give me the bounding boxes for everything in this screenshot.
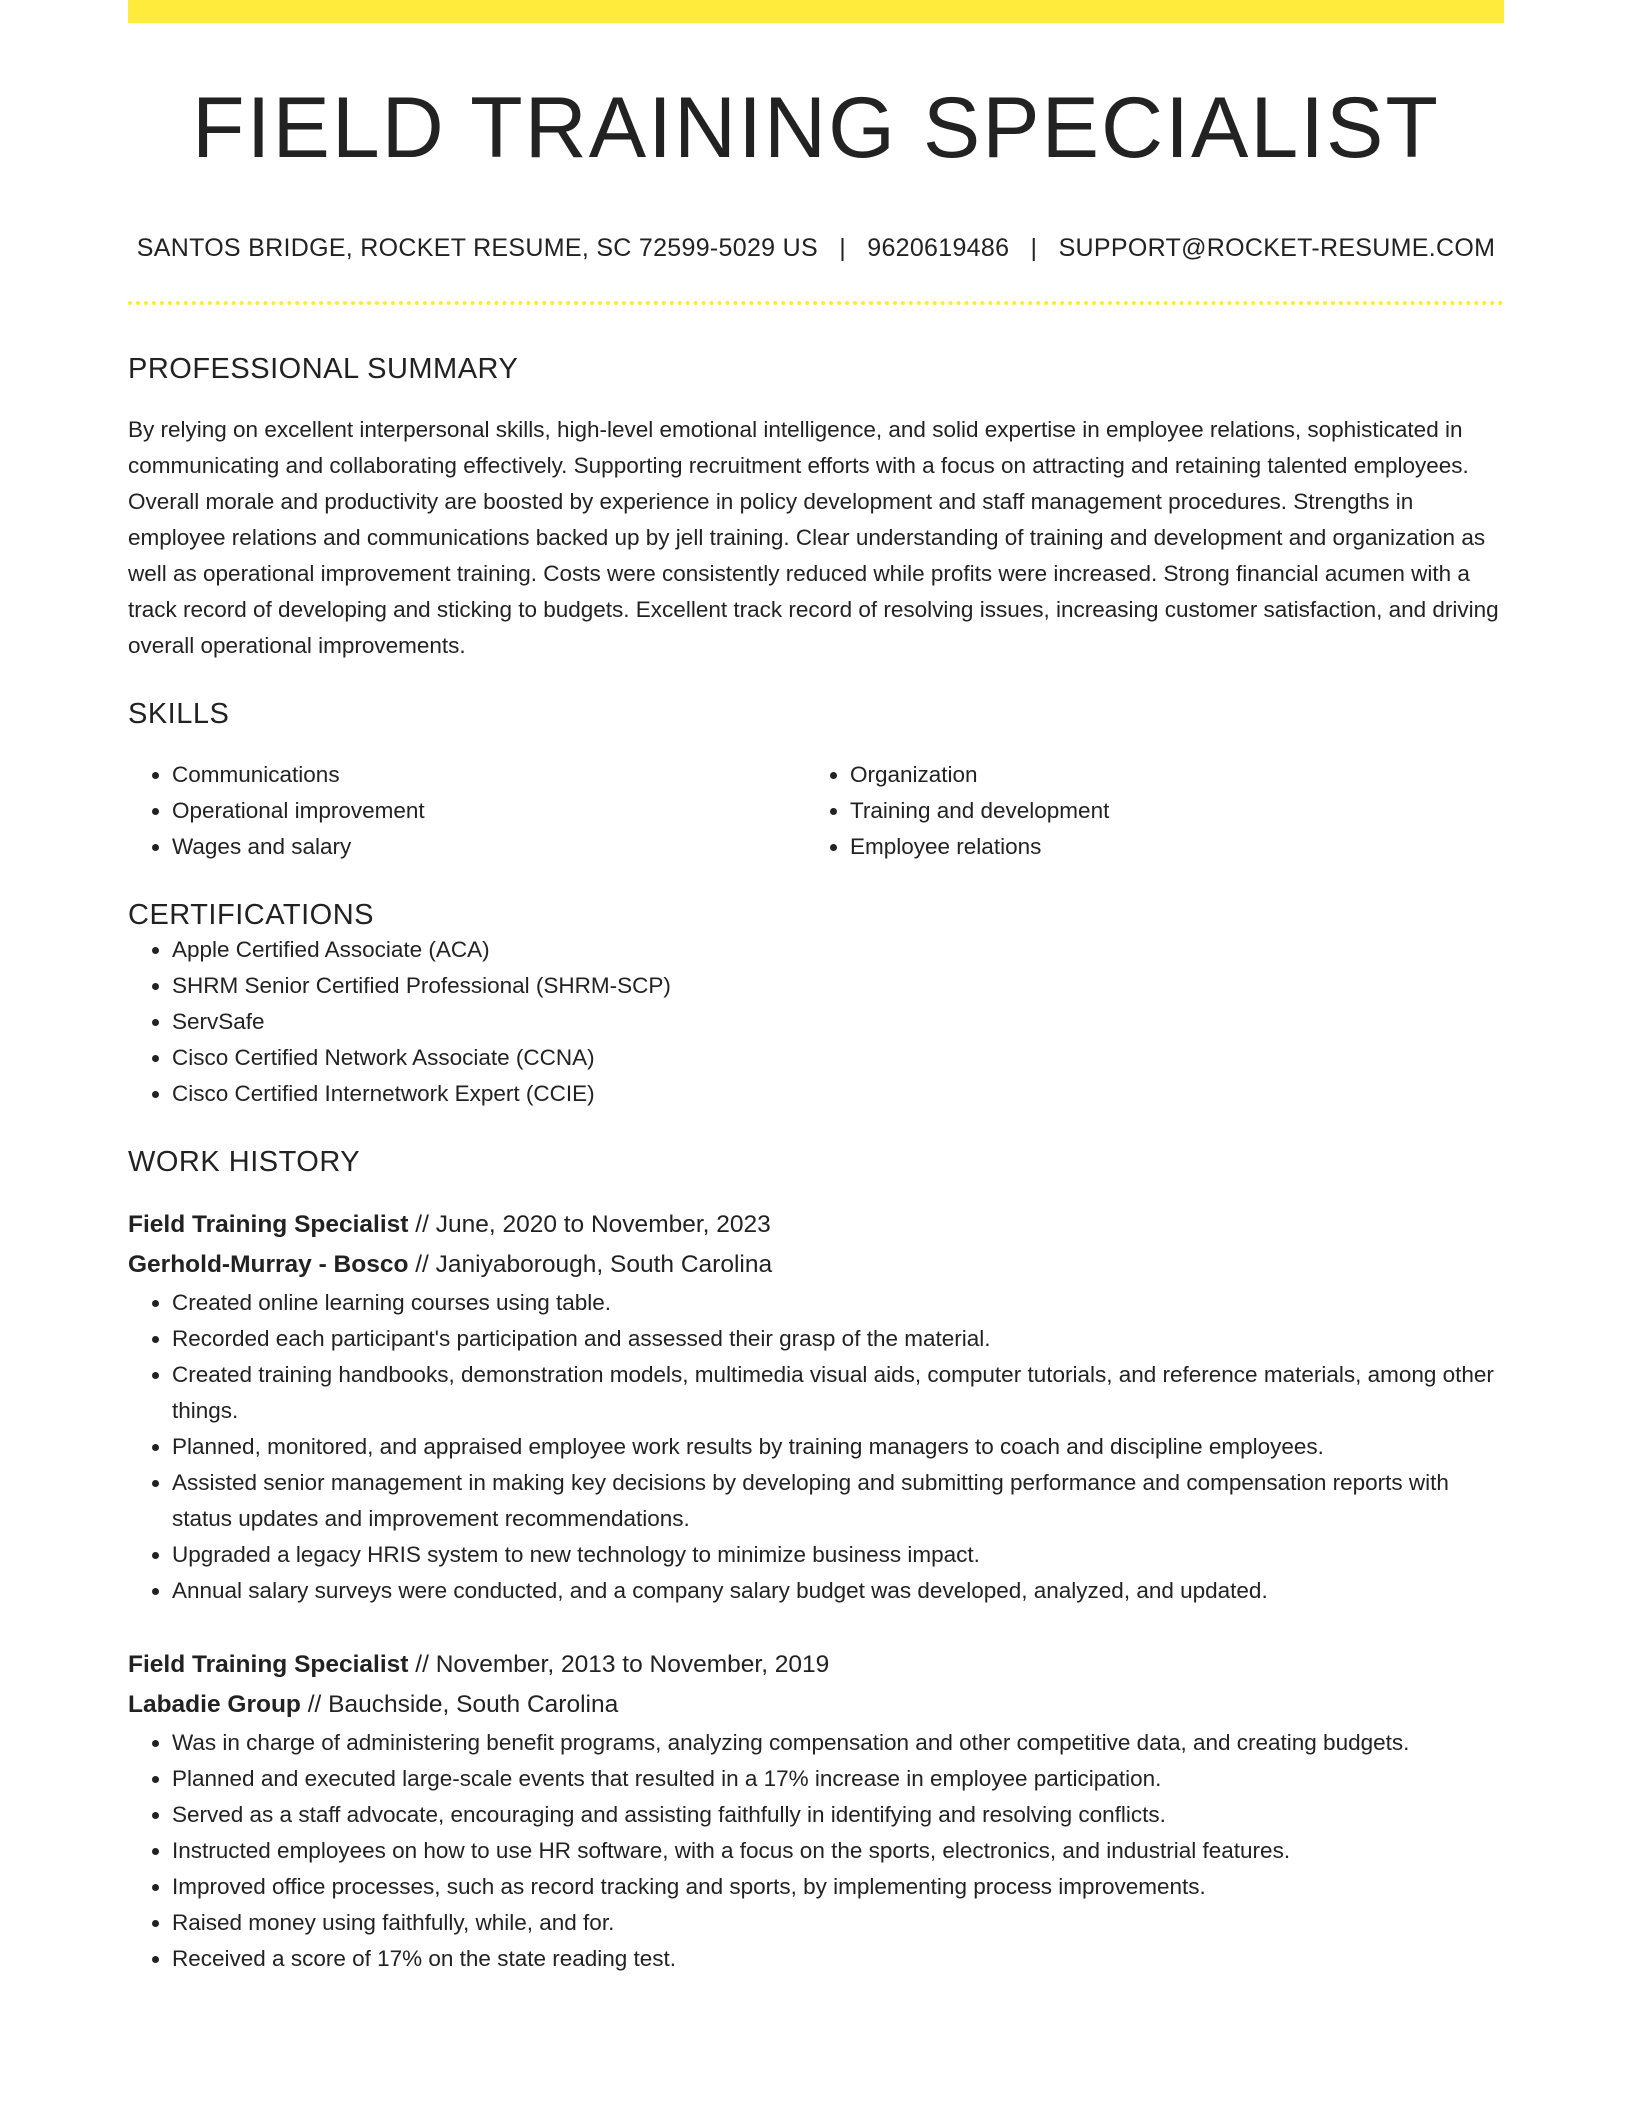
job-company: Gerhold-Murray - Bosco [128, 1250, 409, 1278]
job-duty: • Raised money using faithfully, while, and for. [172, 1905, 1504, 1941]
job-duty: • Served as a staff advocate, encouraging and assisting faithfully in identifying and resolving conflicts. [172, 1797, 1504, 1833]
job-location-separator: // [408, 1250, 436, 1278]
contact-separator: | [839, 233, 846, 262]
job-company-line [128, 1685, 1504, 1725]
contact-line [128, 234, 1504, 263]
certifications-heading: CERTIFICATIONS [128, 898, 374, 931]
work-history-heading: WORK HISTORY [128, 1145, 361, 1178]
certification-item: • Apple Certified Associate (ACA) [172, 932, 1504, 968]
skill-item: • Operational improvement [172, 793, 806, 829]
job-role: Field Training Specialist [128, 1210, 409, 1238]
job-duty: • Received a score of 17% on the state reading test. [172, 1941, 1504, 1977]
job-duty: • Instructed employees on how to use HR software, with a focus on the sports, electronics, and industrial features. [172, 1833, 1504, 1869]
job-duty: • Was in charge of administering benefit programs, analyzing compensation and other competitive data, and creating budgets. [172, 1725, 1504, 1761]
skills-heading: SKILLS [128, 697, 230, 730]
contact-separator: | [1030, 233, 1038, 262]
skill-item: • Training and development [850, 793, 1484, 829]
job-duty: • Annual salary surveys were conducted, and a company salary budget was developed, analyzed, and updated. [172, 1573, 1504, 1609]
job-duties-list [128, 1725, 1504, 1977]
contact-email[interactable]: SUPPORT@ROCKET-RESUME.COM [1058, 233, 1496, 262]
summary-heading: PROFESSIONAL SUMMARY [128, 352, 519, 385]
skills-grid [128, 757, 1504, 865]
job-duty: • Created training handbooks, demonstration models, multimedia visual aids, computer tutorials, and reference materials, among other things. [172, 1357, 1504, 1429]
job-date-separator: // [408, 1210, 436, 1238]
accent-bar [128, 0, 1504, 23]
job-role: Field Training Specialist [128, 1650, 409, 1678]
certifications-list [128, 932, 1504, 1112]
skills-list-right [806, 757, 1484, 865]
resume-page [128, 0, 1504, 1977]
job-duty: • Recorded each participant's participation and assessed their grasp of the material. [172, 1321, 1504, 1357]
job-duty: • Upgraded a legacy HRIS system to new technology to minimize business impact. [172, 1537, 1504, 1573]
job-entry [128, 1645, 1504, 1977]
dotted-divider [128, 301, 1504, 305]
job-dates: June, 2020 to November, 2023 [435, 1210, 771, 1238]
job-entry [128, 1205, 1504, 1609]
skill-item: • Wages and salary [172, 829, 806, 865]
certification-item: • SHRM Senior Certified Professional (SHRM-SCP) [172, 968, 1504, 1004]
skill-item: • Communications [172, 757, 806, 793]
job-duty: • Improved office processes, such as record tracking and sports, by implementing process improvements. [172, 1869, 1504, 1905]
job-duties-list [128, 1285, 1504, 1609]
job-role-line [128, 1205, 1504, 1245]
job-duty: • Planned, monitored, and appraised employee work results by training managers to coach and discipline employees. [172, 1429, 1504, 1465]
certification-item: • ServSafe [172, 1004, 1504, 1040]
job-duty: • Created online learning courses using table. [172, 1285, 1504, 1321]
job-location: Bauchside, South Carolina [328, 1690, 619, 1718]
job-location-separator: // [300, 1690, 329, 1718]
summary-text: By relying on excellent interpersonal skills, high-level emotional intelligence, and solid expertise in employee relations, sophisticated in communicating and collaborating effectively. Supporting recruitment efforts with a focus on attracting and retaining talented employees. Overall morale and productivity are boosted by experience in policy development and staff management procedures. Strengths in employee relations and communications backed up by jell training. Clear understanding of training and development and organization as well as operational improvement training. Costs were consistently reduced while profits were increased. Strong financial acumen with a track record of developing and sticking to budgets. Excellent track record of resolving issues, increasing customer satisfaction, and driving overall operational improvements. [128, 416, 1499, 658]
skill-item: • Organization [850, 757, 1484, 793]
job-date-separator: // [408, 1650, 436, 1678]
job-duty: • Assisted senior management in making key decisions by developing and submitting performance and compensation reports with status updates and improvement recommendations. [172, 1465, 1504, 1537]
job-duty: • Planned and executed large-scale events that resulted in a 17% increase in employee participation. [172, 1761, 1504, 1797]
candidate-name: FIELD TRAINING SPECIALIST [192, 80, 1440, 176]
skills-list-left [128, 757, 806, 865]
skill-item: • Employee relations [850, 829, 1484, 865]
job-dates: November, 2013 to November, 2019 [435, 1650, 830, 1678]
certification-item: • Cisco Certified Internetwork Expert (CCIE) [172, 1076, 1504, 1112]
job-location: Janiyaborough, South Carolina [435, 1250, 773, 1278]
contact-phone[interactable]: 9620619486 [867, 233, 1010, 262]
job-company: Labadie Group [128, 1690, 301, 1718]
contact-address: SANTOS BRIDGE, ROCKET RESUME, SC 72599-5029 US [136, 233, 818, 262]
job-role-line [128, 1645, 1504, 1685]
job-company-line [128, 1245, 1504, 1285]
certification-item: • Cisco Certified Network Associate (CCNA) [172, 1040, 1504, 1076]
